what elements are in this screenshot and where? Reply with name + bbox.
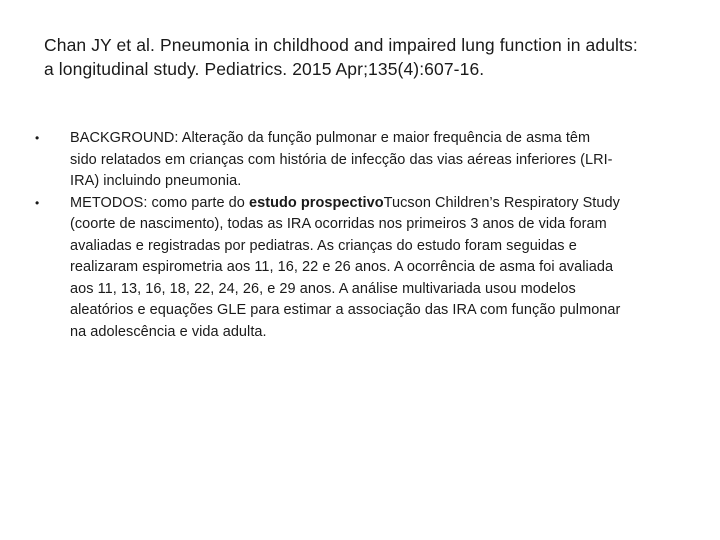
bullet-methods bbox=[0, 193, 720, 344]
bullet-line: IRA) incluindo pneumonia. bbox=[70, 173, 242, 189]
bullet-marker: • bbox=[35, 195, 40, 210]
methods-bold-text: estudo prospectivo bbox=[248, 194, 384, 211]
bullet-line: na adolescência e vida adulta. bbox=[70, 323, 267, 340]
bullet-line: sido relatados em crianças com história de infecção das vias aéreas inferiores (LRI- bbox=[70, 151, 613, 168]
bullet-methods-text bbox=[70, 193, 685, 344]
bullet-marker: • bbox=[35, 131, 40, 145]
bullet-list bbox=[0, 128, 720, 343]
bullet-background bbox=[0, 128, 720, 193]
bullet-background-text bbox=[70, 128, 685, 193]
bullet-line: (coorte de nascimento), todas as IRA ocorridas nos primeiros 3 anos de vida foram bbox=[70, 216, 607, 232]
citation-title-line-2: a longitudinal study. Pediatrics. 2015 Apr;135(4):607-16. bbox=[44, 59, 485, 79]
bullet-line: avaliadas e registradas por pediatras. As crianças do estudo foram seguidas e bbox=[70, 237, 577, 254]
bullet-line: aleatórios e equações GLE para estimar a associação das IRA com função pulmonar bbox=[70, 302, 621, 318]
citation-title-line-1: Chan JY et al. Pneumonia in childhood and impaired lung function in adults: bbox=[44, 35, 638, 55]
bullet-line bbox=[70, 193, 685, 215]
methods-study-name: Tucson Children’s Respiratory Study bbox=[383, 194, 620, 211]
citation-title bbox=[44, 33, 684, 81]
bullet-line: realizaram espirometria aos 11, 16, 22 e 26 anos. A ocorrência de asma foi avaliada bbox=[70, 259, 614, 275]
bullet-line: aos 11, 13, 16, 18, 22, 24, 26, e 29 anos. A análise multivariada usou modelos bbox=[70, 280, 576, 297]
methods-intro-text: METODOS: como parte do bbox=[70, 194, 249, 211]
bullet-line: BACKGROUND: Alteração da função pulmonar e maior frequência de asma têm bbox=[70, 130, 591, 146]
